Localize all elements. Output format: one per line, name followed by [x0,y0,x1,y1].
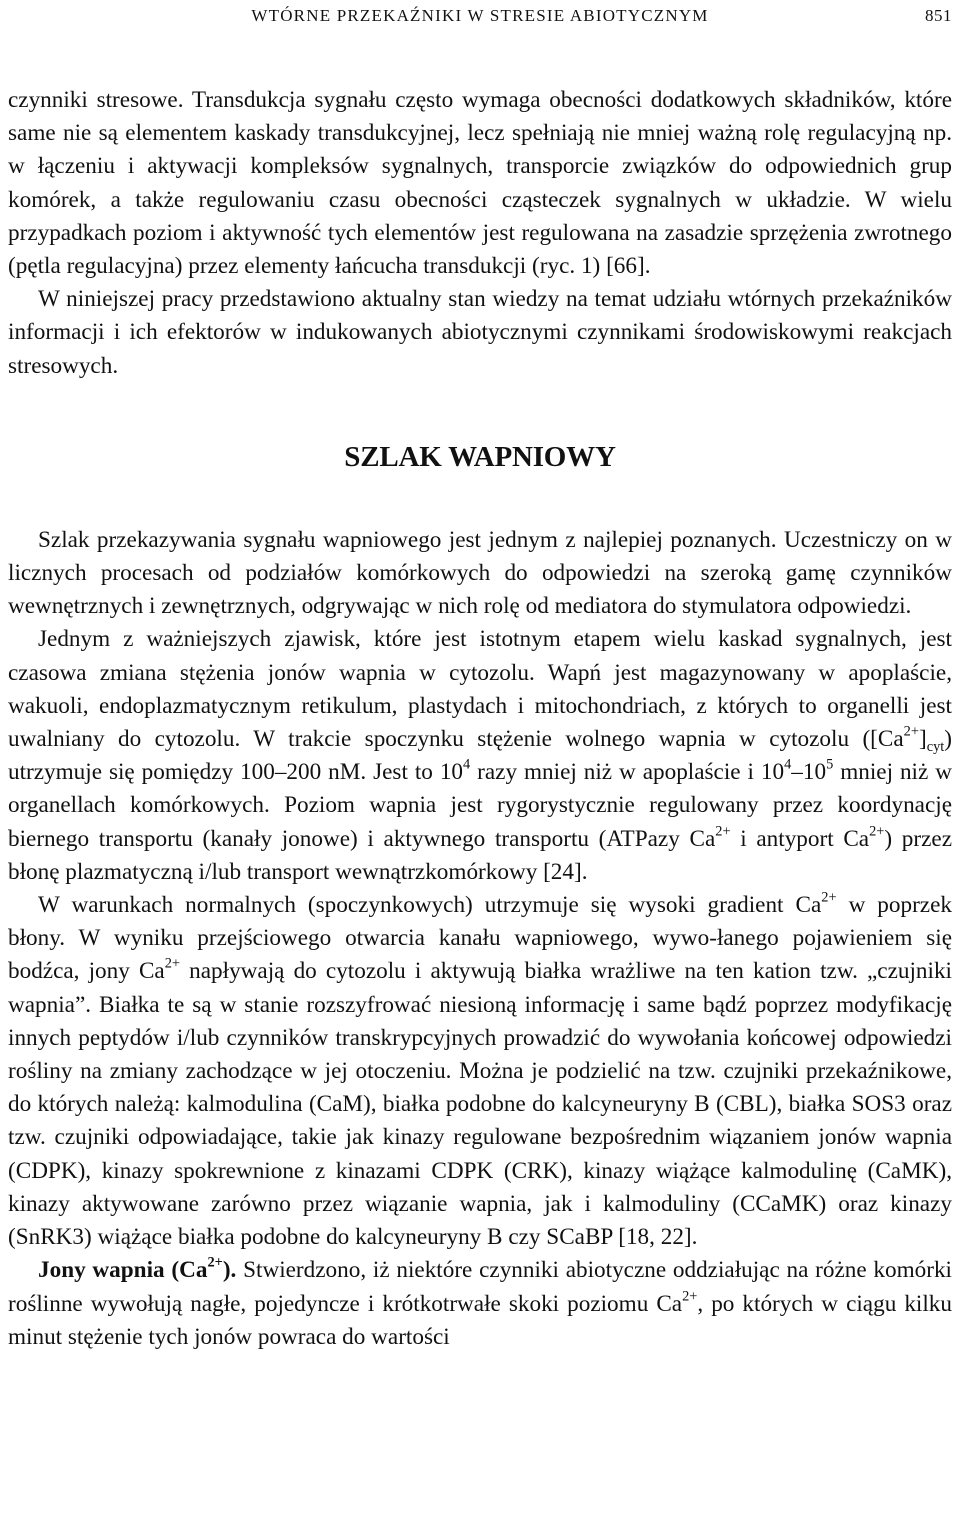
text-run: Stwierdzono, iż niektóre czynniki abiotyczne oddziałując na różne komórki roślinne wywołują nagłe, pojedyncze i krótkotrwałe skoki poziomu Ca [8,1257,952,1317]
document-page [8,0,952,1518]
superscript: 5 [826,756,834,773]
superscript: 2+ [821,889,837,906]
run-in-heading [38,1254,237,1284]
superscript: 4 [463,756,471,773]
run-in-text: Jony wapnia (Ca [38,1257,208,1284]
run-in-text: ). [222,1257,237,1284]
superscript: 2+ [903,723,919,740]
text-run: napływają do cytozolu i aktywują białka wrażliwe na ten kation tzw. „czujniki wapnia”. Białka te są w stanie rozszyfrować niesioną informację i same bądź poprzez modyfikację innych peptydów i/lub czynników transkrypcyjnych prowadzić do wywołania końcowej odpowiedzi rośliny na zmiany zachodzące w jej otoczeniu. Można je podzielić na tzw. czujniki przekaźnikowe, do których należą: kalmodulina (CaM), białka podobne do kalcyneuryny B (CBL), białka SOS3 oraz tzw. czujniki odpowiadające, takie jak kinazy regulowane bezpośrednim wiązaniem jonów wapnia (CDPK), kinazy spokrewnione z kinazami CDPK (CRK), kinazy wiążące kalmodulinę (CaMK), kinazy aktywowane zarówno przez wiązanie wapnia, jak i kalmoduliny (CCaMK) oraz kinazy (SnRK3) wiążące białka podobne do kalcyneuryny B czy SCaBP [18, 22]. [8,958,952,1251]
text-run: W warunkach normalnych (spoczynkowych) utrzymuje się wysoki gradient Ca [38,892,822,919]
superscript: 2+ [682,1288,698,1305]
text-run: Jednym z ważniejszych zjawisk, które jest istotnym etapem wielu kaskad sygnalnych, jest czasowa zmiana stężenia jonów wapnia w cytozolu. Wapń jest magazynowany w apoplaście, wakuoli, endoplazmatycznym retikulum, plastydach i mitochondriach, z których to organelli jest uwalniany do cytozolu. W trakcie spoczynku stężenie wolnego wapnia w cytozolu ([Ca [8,626,952,753]
text-run: ) utrzymuje się pomiędzy 100–200 nM. Jest to 10 [8,726,952,786]
superscript: 2+ [715,823,731,840]
text-run: –10 [791,759,827,786]
page-number: 851 [925,6,952,25]
section-paragraph-1: Szlak przekazywania sygnału wapniowego jest jednym z najlepiej poznanych. Uczestniczy on w licznych procesach od podziałów komórkowych do odpowiedzi na szeroką gamę czynników wewnętrznych i zewnętrznych, odgrywając w nich rolę od mediatora do stymulatora odpowiedzi. [8,526,952,620]
section-paragraph-3 [8,889,952,1254]
section-heading: SZLAK WAPNIOWY [344,440,616,473]
section-paragraph-4 [8,1254,952,1354]
text-run: ] [918,726,927,753]
text-run: ) przez błonę plazmatyczną i/lub transport wewnątrzkomórkowy [24]. [8,825,952,885]
running-title: WTÓRNE PRZEKAŹNIKI W STRESIE ABIOTYCZNYM [251,6,709,25]
text-run: i antyport Ca [730,825,870,852]
text-run: razy mniej niż w apoplaście i 10 [470,759,785,786]
section-text [8,524,952,1354]
superscript: 2+ [869,823,885,840]
text-run: , po których w ciągu kilku minut stężenie tych jonów powraca do wartości [8,1290,952,1350]
page-header [8,4,952,38]
text-run: mniej niż w organellach komórkowych. Poziom wapnia jest rygorystycznie regulowany przez koordynację biernego transportu (kanały jonowe) i aktywnego transportu (ATPazy Ca [8,759,952,852]
superscript: 2+ [207,1254,223,1271]
subscript: cyt [926,739,945,756]
section-paragraph-2 [8,623,952,889]
intro-text [8,84,952,383]
superscript: 4 [784,756,792,773]
text-run: w poprzek błony. W wyniku przejściowego otwarcia kanału wapniowego, wywo-łanego pojawieniem się bodźca, jony Ca [8,892,952,985]
intro-paragraph-1: czynniki stresowe. Transdukcja sygnału często wymaga obecności dodatkowych składników, które same nie są elementem kaskady transdukcyjnej, lecz spełniają nie mniej ważną rolę regulacyjną np. w łączeniu i aktywacji kompleksów sygnalnych, transporcie związków do odpowiednich grup komórek, a także regulowaniu czasu obecności cząsteczek sygnalnych w układzie. W wielu przypadkach poziom i aktywność tych elementów jest regulowana na zasadzie sprzężenia zwrotnego (pętla regulacyjna) przez elementy łańcucha transdukcji (ryc. 1) [66]. [8,87,952,280]
superscript: 2+ [164,956,181,973]
intro-paragraph-2: W niniejszej pracy przedstawiono aktualny stan wiedzy na temat udziału wtórnych przekaźników informacji i ich efektorów w indukowanych abiotycznymi czynnikami środowiskowymi reakcjach stresowych. [8,286,952,379]
